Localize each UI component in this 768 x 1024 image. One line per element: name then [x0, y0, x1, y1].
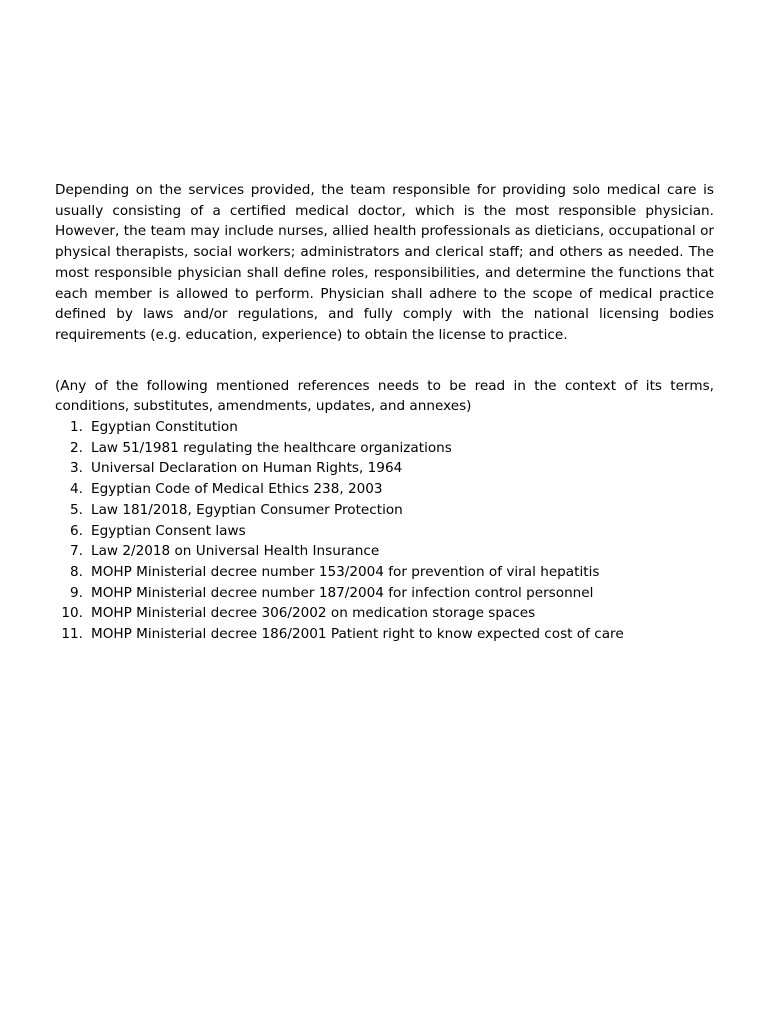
list-item — [55, 458, 714, 479]
list-item — [55, 500, 714, 521]
list-item-text: Egyptian Code of Medical Ethics 238, 2003 — [91, 481, 383, 498]
list-item-text: MOHP Ministerial decree 186/2001 Patient right to know expected cost of care — [91, 626, 624, 643]
list-item-number: 9. — [70, 584, 83, 601]
list-item-text: Universal Declaration on Human Rights, 1964 — [91, 460, 403, 477]
list-item-number: 1. — [70, 419, 83, 436]
list-item-number: 2. — [70, 439, 83, 456]
list-item-number: 11. — [61, 626, 83, 643]
document-page — [55, 180, 714, 645]
list-item — [55, 417, 714, 438]
list-item-text: Law 2/2018 on Universal Health Insurance — [91, 543, 380, 560]
list-item-number: 8. — [70, 563, 83, 580]
list-item — [55, 521, 714, 542]
list-item — [55, 562, 714, 583]
list-item-text: MOHP Ministerial decree 306/2002 on medication storage spaces — [91, 605, 536, 622]
list-item-number: 10. — [61, 605, 83, 622]
list-item-text: Law 181/2018, Egyptian Consumer Protection — [91, 501, 403, 518]
references-note: (Any of the following mentioned references needs to be read in the context of its terms, conditions, substitutes, amendments, updates, and annexes) — [55, 377, 714, 415]
list-item-text: Egyptian Constitution — [91, 419, 238, 436]
list-item-number: 7. — [70, 543, 83, 560]
list-item-text: Law 51/1981 regulating the healthcare organizations — [91, 439, 452, 456]
list-item — [55, 603, 714, 624]
list-item-number: 3. — [70, 460, 83, 477]
list-item-text: MOHP Ministerial decree number 153/2004 for prevention of viral hepatitis — [91, 563, 600, 580]
list-item — [55, 541, 714, 562]
list-item-number: 5. — [70, 501, 83, 518]
intro-paragraph: Depending on the services provided, the team responsible for providing solo medical care is usually consisting of a certified medical doctor, which is the most responsible physician. However, the team may include nurses, allied health professionals as dieticians, occupational or physical therapists, social workers; administrators and clerical staff; and others as needed. The most responsible physician shall define roles, responsibilities, and determine the functions that each member is allowed to perform. Physician shall adhere to the scope of medical practice defined by laws and/or regulations, and fully comply with the national licensing bodies requirements (e.g. education, experience) to obtain the license to practice. — [55, 182, 714, 343]
list-item-number: 6. — [70, 522, 83, 539]
list-item — [55, 624, 714, 645]
list-item-text: MOHP Ministerial decree number 187/2004 for infection control personnel — [91, 584, 594, 601]
list-item-number: 4. — [70, 481, 83, 498]
list-item — [55, 479, 714, 500]
list-item-text: Egyptian Consent laws — [91, 522, 246, 539]
references-list — [55, 417, 714, 645]
list-item — [55, 583, 714, 604]
list-item — [55, 438, 714, 459]
